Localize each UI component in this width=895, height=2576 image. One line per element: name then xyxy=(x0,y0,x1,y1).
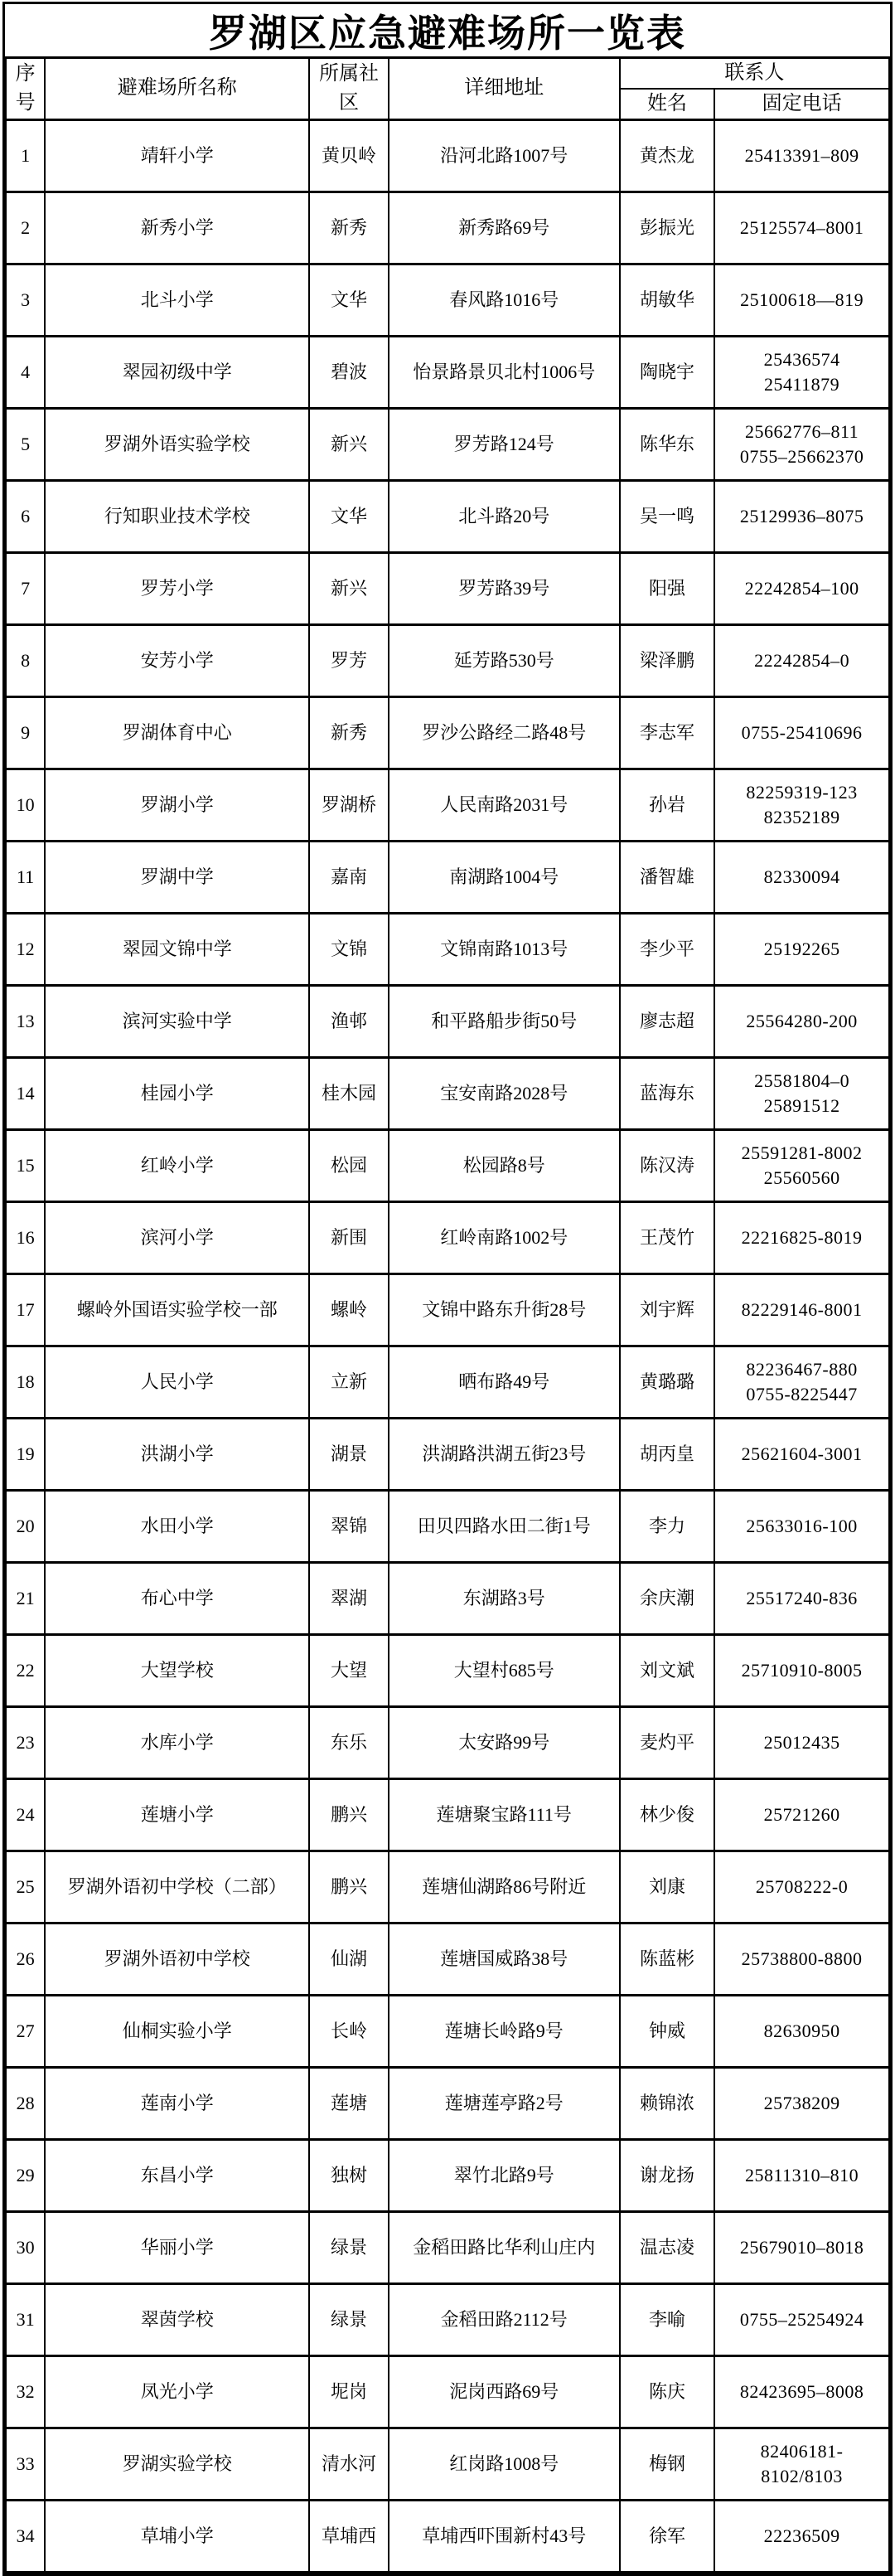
cell-contact-phone xyxy=(714,2139,889,2211)
cell-contact-phone xyxy=(714,1273,889,1346)
cell-address: 文锦中路东升街28号 xyxy=(389,1273,620,1346)
cell-address: 莲塘国威路38号 xyxy=(389,1923,620,1995)
cell-address: 罗沙公路经二路48号 xyxy=(389,696,620,769)
phone-line: 25662776–811 xyxy=(744,420,859,442)
cell-community: 新秀 xyxy=(309,192,388,264)
cell-contact-phone xyxy=(714,1129,889,1201)
cell-contact-name: 林少俊 xyxy=(620,1778,714,1851)
cell-contact-phone xyxy=(714,1851,889,1923)
cell-serial: 8 xyxy=(6,624,45,696)
cell-contact-phone xyxy=(714,264,889,336)
phone-line: 25436574 xyxy=(763,348,840,370)
cell-serial: 12 xyxy=(6,913,45,985)
cell-contact-phone xyxy=(714,1057,889,1129)
cell-contact-name: 陶晓宇 xyxy=(620,336,714,408)
cell-community: 文锦 xyxy=(309,913,388,985)
cell-contact-name: 谢龙扬 xyxy=(620,2139,714,2211)
phone-line: 82259319-123 xyxy=(746,781,858,803)
phone-line: 0755-25410696 xyxy=(741,721,863,743)
page-title: 罗湖区应急避难场所一览表 xyxy=(209,12,686,55)
cell-shelter-name: 罗湖外语初中学校 xyxy=(45,1923,309,1995)
phone-line: 25891512 xyxy=(763,1094,840,1116)
cell-serial: 16 xyxy=(6,1201,45,1273)
phone-line: 82423695–8008 xyxy=(739,2380,864,2402)
phone-line: 25633016-100 xyxy=(746,1515,858,1536)
cell-shelter-name: 靖轩小学 xyxy=(45,119,309,192)
cell-contact-phone xyxy=(714,1346,889,1418)
cell-serial: 2 xyxy=(6,192,45,264)
cell-shelter-name: 北斗小学 xyxy=(45,264,309,336)
table-row xyxy=(6,985,889,1057)
cell-contact-name: 吴一鸣 xyxy=(620,480,714,552)
cell-address: 宝安南路2028号 xyxy=(389,1057,620,1129)
cell-shelter-name: 莲塘小学 xyxy=(45,1778,309,1851)
cell-contact-name: 刘文斌 xyxy=(620,1634,714,1706)
cell-shelter-name: 布心中学 xyxy=(45,1562,309,1634)
cell-community: 绿景 xyxy=(309,2283,388,2355)
cell-shelter-name: 行知职业技术学校 xyxy=(45,480,309,552)
cell-community: 清水河 xyxy=(309,2428,388,2500)
cell-serial: 14 xyxy=(6,1057,45,1129)
cell-contact-phone xyxy=(714,1418,889,1490)
cell-address: 太安路99号 xyxy=(389,1706,620,1778)
cell-community: 黄贝岭 xyxy=(309,119,388,192)
table-row xyxy=(6,2428,889,2500)
phone-line: 25411879 xyxy=(763,373,840,395)
phone-line: 25012435 xyxy=(763,1731,840,1753)
cell-contact-phone xyxy=(714,2355,889,2428)
col-header-serial: 序号 xyxy=(6,58,45,120)
phone-line: 25738800-8800 xyxy=(741,1948,863,1969)
cell-address: 田贝四路水田二街1号 xyxy=(389,1490,620,1562)
cell-contact-phone xyxy=(714,2067,889,2139)
cell-serial: 15 xyxy=(6,1129,45,1201)
phone-line: 82236467-880 xyxy=(746,1358,858,1380)
cell-address: 北斗路20号 xyxy=(389,480,620,552)
cell-community: 新秀 xyxy=(309,696,388,769)
cell-community: 桂木园 xyxy=(309,1057,388,1129)
cell-contact-name: 温志凌 xyxy=(620,2211,714,2283)
cell-address: 红岭南路1002号 xyxy=(389,1201,620,1273)
cell-contact-name: 麦灼平 xyxy=(620,1706,714,1778)
cell-contact-phone xyxy=(714,2283,889,2355)
cell-contact-phone xyxy=(714,1706,889,1778)
phone-line: 25564280-200 xyxy=(746,1010,858,1031)
cell-serial: 1 xyxy=(6,119,45,192)
cell-community: 东乐 xyxy=(309,1706,388,1778)
cell-community: 文华 xyxy=(309,480,388,552)
cell-serial: 10 xyxy=(6,769,45,841)
phone-line: 25708222-0 xyxy=(755,1875,849,1897)
cell-contact-name: 蓝海东 xyxy=(620,1057,714,1129)
cell-contact-phone xyxy=(714,1778,889,1851)
cell-address: 红岗路1008号 xyxy=(389,2428,620,2500)
cell-address: 南湖路1004号 xyxy=(389,841,620,913)
table-row xyxy=(6,1706,889,1778)
cell-community: 渔邨 xyxy=(309,985,388,1057)
cell-shelter-name: 草埔小学 xyxy=(45,2500,309,2572)
cell-shelter-name: 翠园文锦中学 xyxy=(45,913,309,985)
cell-shelter-name: 水库小学 xyxy=(45,1706,309,1778)
cell-community: 坭岗 xyxy=(309,2355,388,2428)
cell-address: 莲塘聚宝路111号 xyxy=(389,1778,620,1851)
table-row xyxy=(6,1273,889,1346)
table-row xyxy=(6,1778,889,1851)
cell-contact-name: 梅钢 xyxy=(620,2428,714,2500)
phone-line: 25721260 xyxy=(763,1803,840,1825)
cell-contact-phone xyxy=(714,1562,889,1634)
cell-address: 松园路8号 xyxy=(389,1129,620,1201)
col-header-contact-group: 联系人 xyxy=(620,58,889,89)
cell-community: 螺岭 xyxy=(309,1273,388,1346)
cell-address: 和平路船步街50号 xyxy=(389,985,620,1057)
cell-address: 怡景路景贝北村1006号 xyxy=(389,336,620,408)
col-header-contact-name: 姓名 xyxy=(620,89,714,119)
cell-shelter-name: 东昌小学 xyxy=(45,2139,309,2211)
cell-address: 新秀路69号 xyxy=(389,192,620,264)
cell-serial: 17 xyxy=(6,1273,45,1346)
cell-shelter-name: 螺岭外国语实验学校一部 xyxy=(45,1273,309,1346)
cell-serial: 11 xyxy=(6,841,45,913)
table-row xyxy=(6,336,889,408)
cell-contact-name: 胡丙皇 xyxy=(620,1418,714,1490)
phone-line: 25591281-8002 xyxy=(741,1142,863,1163)
table-row xyxy=(6,264,889,336)
phone-line: 22242854–100 xyxy=(744,577,859,599)
cell-contact-name: 王茂竹 xyxy=(620,1201,714,1273)
cell-contact-name: 赖锦浓 xyxy=(620,2067,714,2139)
cell-serial: 32 xyxy=(6,2355,45,2428)
cell-community: 新围 xyxy=(309,1201,388,1273)
cell-contact-name: 陈庆 xyxy=(620,2355,714,2428)
cell-shelter-name: 罗湖外语初中学校（二部） xyxy=(45,1851,309,1923)
cell-contact-phone xyxy=(714,2500,889,2572)
cell-serial: 21 xyxy=(6,1562,45,1634)
table-row xyxy=(6,2355,889,2428)
table-row xyxy=(6,192,889,264)
cell-serial: 9 xyxy=(6,696,45,769)
cell-address: 春风路1016号 xyxy=(389,264,620,336)
cell-contact-phone xyxy=(714,2211,889,2283)
cell-contact-name: 陈蓝彬 xyxy=(620,1923,714,1995)
phone-line: 25811310–810 xyxy=(744,2164,859,2185)
cell-contact-name: 胡敏华 xyxy=(620,264,714,336)
phone-line: 25581804–0 xyxy=(754,1070,850,1091)
phone-line: 25125574–8001 xyxy=(739,216,864,238)
cell-serial: 31 xyxy=(6,2283,45,2355)
cell-shelter-name: 红岭小学 xyxy=(45,1129,309,1201)
cell-contact-name: 廖志超 xyxy=(620,985,714,1057)
cell-contact-phone xyxy=(714,1995,889,2067)
phone-line: 82330094 xyxy=(763,866,840,887)
cell-community: 新兴 xyxy=(309,552,388,624)
cell-community: 文华 xyxy=(309,264,388,336)
cell-address: 莲塘仙湖路86号附近 xyxy=(389,1851,620,1923)
cell-serial: 22 xyxy=(6,1634,45,1706)
cell-address: 翠竹北路9号 xyxy=(389,2139,620,2211)
cell-shelter-name: 罗湖小学 xyxy=(45,769,309,841)
cell-community: 草埔西 xyxy=(309,2500,388,2572)
col-header-address: 详细地址 xyxy=(389,58,620,120)
col-header-shelter-name: 避难场所名称 xyxy=(45,58,309,120)
cell-address: 金稻田路2112号 xyxy=(389,2283,620,2355)
cell-serial: 4 xyxy=(6,336,45,408)
table-row xyxy=(6,1634,889,1706)
cell-shelter-name: 翠茵学校 xyxy=(45,2283,309,2355)
cell-community: 独树 xyxy=(309,2139,388,2211)
cell-community: 湖景 xyxy=(309,1418,388,1490)
cell-shelter-name: 罗湖外语实验学校 xyxy=(45,408,309,480)
phone-line: 82229146-8001 xyxy=(741,1298,863,1320)
cell-shelter-name: 翠园初级中学 xyxy=(45,336,309,408)
cell-shelter-name: 滨河小学 xyxy=(45,1201,309,1273)
table-row xyxy=(6,696,889,769)
cell-shelter-name: 桂园小学 xyxy=(45,1057,309,1129)
table-row xyxy=(6,1057,889,1129)
cell-address: 大望村685号 xyxy=(389,1634,620,1706)
table-row xyxy=(6,1201,889,1273)
cell-contact-name: 陈汉涛 xyxy=(620,1129,714,1201)
cell-community: 碧波 xyxy=(309,336,388,408)
cell-contact-name: 陈华东 xyxy=(620,408,714,480)
table-row xyxy=(6,624,889,696)
cell-community: 鹏兴 xyxy=(309,1851,388,1923)
cell-contact-name: 阳强 xyxy=(620,552,714,624)
cell-address: 东湖路3号 xyxy=(389,1562,620,1634)
cell-contact-name: 徐军 xyxy=(620,2500,714,2572)
cell-contact-name: 黄杰龙 xyxy=(620,119,714,192)
cell-serial: 20 xyxy=(6,1490,45,1562)
cell-contact-phone xyxy=(714,624,889,696)
phone-line: 25129936–8075 xyxy=(739,505,864,526)
cell-contact-name: 李志军 xyxy=(620,696,714,769)
phone-line: 82406181- xyxy=(760,2440,844,2462)
shelter-table xyxy=(5,56,890,2574)
phone-line: 25710910-8005 xyxy=(741,1659,863,1681)
phone-line: 25621604-3001 xyxy=(741,1443,863,1464)
cell-address: 草埔西吓围新村43号 xyxy=(389,2500,620,2572)
cell-contact-name: 孙岩 xyxy=(620,769,714,841)
cell-community: 新兴 xyxy=(309,408,388,480)
cell-contact-phone xyxy=(714,192,889,264)
cell-contact-phone xyxy=(714,985,889,1057)
cell-community: 大望 xyxy=(309,1634,388,1706)
cell-community: 嘉南 xyxy=(309,841,388,913)
cell-shelter-name: 人民小学 xyxy=(45,1346,309,1418)
cell-address: 罗芳路124号 xyxy=(389,408,620,480)
phone-line: 22216825-8019 xyxy=(741,1226,863,1248)
cell-address: 罗芳路39号 xyxy=(389,552,620,624)
phone-line: 82630950 xyxy=(763,2020,840,2041)
cell-serial: 19 xyxy=(6,1418,45,1490)
cell-serial: 24 xyxy=(6,1778,45,1851)
header-row-top xyxy=(6,58,889,89)
col-header-contact-phone: 固定电话 xyxy=(714,89,889,119)
table-row xyxy=(6,552,889,624)
cell-community: 罗芳 xyxy=(309,624,388,696)
cell-community: 立新 xyxy=(309,1346,388,1418)
phone-line: 25679010–8018 xyxy=(739,2236,864,2258)
cell-contact-phone xyxy=(714,841,889,913)
cell-community: 鹏兴 xyxy=(309,1778,388,1851)
cell-community: 罗湖桥 xyxy=(309,769,388,841)
table-row xyxy=(6,2067,889,2139)
cell-serial: 5 xyxy=(6,408,45,480)
cell-address: 延芳路530号 xyxy=(389,624,620,696)
cell-contact-name: 李少平 xyxy=(620,913,714,985)
table-row xyxy=(6,1418,889,1490)
cell-community: 仙湖 xyxy=(309,1923,388,1995)
cell-shelter-name: 罗芳小学 xyxy=(45,552,309,624)
phone-line: 0755–25254924 xyxy=(739,2308,864,2330)
cell-shelter-name: 滨河实验中学 xyxy=(45,985,309,1057)
cell-contact-phone xyxy=(714,336,889,408)
cell-shelter-name: 洪湖小学 xyxy=(45,1418,309,1490)
cell-contact-name: 刘宇辉 xyxy=(620,1273,714,1346)
cell-contact-name: 梁泽鹏 xyxy=(620,624,714,696)
cell-contact-phone xyxy=(714,913,889,985)
phone-line: 25517240-836 xyxy=(746,1587,858,1608)
cell-serial: 13 xyxy=(6,985,45,1057)
cell-serial: 26 xyxy=(6,1923,45,1995)
table-row xyxy=(6,480,889,552)
table-row xyxy=(6,841,889,913)
table-row xyxy=(6,119,889,192)
phone-line: 0755-8225447 xyxy=(746,1383,858,1404)
table-row xyxy=(6,1995,889,2067)
cell-serial: 23 xyxy=(6,1706,45,1778)
cell-address: 文锦南路1013号 xyxy=(389,913,620,985)
cell-shelter-name: 凤光小学 xyxy=(45,2355,309,2428)
table-body xyxy=(6,119,889,2572)
cell-contact-phone xyxy=(714,408,889,480)
cell-address: 洪湖路洪湖五街23号 xyxy=(389,1418,620,1490)
cell-contact-name: 李力 xyxy=(620,1490,714,1562)
cell-contact-name: 钟威 xyxy=(620,1995,714,2067)
cell-shelter-name: 罗湖实验学校 xyxy=(45,2428,309,2500)
phone-line: 82352189 xyxy=(763,806,840,827)
table-row xyxy=(6,1129,889,1201)
cell-contact-phone xyxy=(714,769,889,841)
phone-line: 25738209 xyxy=(763,2092,840,2113)
cell-contact-phone xyxy=(714,1201,889,1273)
phone-line: 25192265 xyxy=(763,938,840,959)
cell-shelter-name: 罗湖体育中心 xyxy=(45,696,309,769)
cell-contact-phone xyxy=(714,552,889,624)
cell-contact-name: 李喻 xyxy=(620,2283,714,2355)
cell-contact-phone xyxy=(714,1923,889,1995)
phone-line: 22236509 xyxy=(763,2525,840,2546)
cell-community: 松园 xyxy=(309,1129,388,1201)
table-row xyxy=(6,2139,889,2211)
shelter-table-sheet xyxy=(2,2,893,2576)
table-row xyxy=(6,1346,889,1418)
cell-serial: 33 xyxy=(6,2428,45,2500)
cell-serial: 27 xyxy=(6,1995,45,2067)
cell-contact-name: 刘康 xyxy=(620,1851,714,1923)
cell-contact-phone xyxy=(714,696,889,769)
cell-community: 莲塘 xyxy=(309,2067,388,2139)
table-row xyxy=(6,913,889,985)
cell-serial: 18 xyxy=(6,1346,45,1418)
col-header-community: 所属社区 xyxy=(309,58,388,120)
cell-contact-phone xyxy=(714,480,889,552)
table-row xyxy=(6,2283,889,2355)
cell-address: 晒布路49号 xyxy=(389,1346,620,1418)
table-row xyxy=(6,408,889,480)
cell-shelter-name: 安芳小学 xyxy=(45,624,309,696)
cell-community: 翠锦 xyxy=(309,1490,388,1562)
cell-serial: 3 xyxy=(6,264,45,336)
table-row xyxy=(6,769,889,841)
phone-line: 25413391–809 xyxy=(744,144,859,166)
cell-shelter-name: 水田小学 xyxy=(45,1490,309,1562)
cell-contact-name: 潘智雄 xyxy=(620,841,714,913)
cell-shelter-name: 罗湖中学 xyxy=(45,841,309,913)
table-row xyxy=(6,1923,889,1995)
cell-shelter-name: 莲南小学 xyxy=(45,2067,309,2139)
table-row xyxy=(6,1490,889,1562)
phone-line: 22242854–0 xyxy=(754,649,850,671)
cell-serial: 6 xyxy=(6,480,45,552)
cell-contact-name: 余庆潮 xyxy=(620,1562,714,1634)
cell-shelter-name: 华丽小学 xyxy=(45,2211,309,2283)
cell-shelter-name: 大望学校 xyxy=(45,1634,309,1706)
phone-line: 8102/8103 xyxy=(761,2465,843,2486)
cell-serial: 28 xyxy=(6,2067,45,2139)
cell-contact-phone xyxy=(714,1634,889,1706)
cell-serial: 25 xyxy=(6,1851,45,1923)
cell-community: 翠湖 xyxy=(309,1562,388,1634)
cell-shelter-name: 仙桐实验小学 xyxy=(45,1995,309,2067)
cell-contact-phone xyxy=(714,1490,889,1562)
cell-contact-name: 黄璐璐 xyxy=(620,1346,714,1418)
cell-shelter-name: 新秀小学 xyxy=(45,192,309,264)
phone-line: 0755–25662370 xyxy=(739,445,864,467)
cell-address: 人民南路2031号 xyxy=(389,769,620,841)
cell-serial: 30 xyxy=(6,2211,45,2283)
cell-address: 沿河北路1007号 xyxy=(389,119,620,192)
cell-contact-phone xyxy=(714,119,889,192)
cell-community: 长岭 xyxy=(309,1995,388,2067)
cell-address: 莲塘长岭路9号 xyxy=(389,1995,620,2067)
phone-line: 25100618—819 xyxy=(740,289,864,310)
cell-address: 莲塘莲亭路2号 xyxy=(389,2067,620,2139)
cell-contact-phone xyxy=(714,2428,889,2500)
cell-contact-name: 彭振光 xyxy=(620,192,714,264)
table-header xyxy=(6,58,889,120)
phone-line: 25560560 xyxy=(763,1167,840,1188)
cell-address: 泥岗西路69号 xyxy=(389,2355,620,2428)
cell-community: 绿景 xyxy=(309,2211,388,2283)
cell-serial: 29 xyxy=(6,2139,45,2211)
table-row xyxy=(6,1851,889,1923)
table-row xyxy=(6,1562,889,1634)
cell-serial: 34 xyxy=(6,2500,45,2572)
cell-serial: 7 xyxy=(6,552,45,624)
table-row xyxy=(6,2500,889,2572)
cell-address: 金稻田路比华利山庄内 xyxy=(389,2211,620,2283)
table-row xyxy=(6,2211,889,2283)
